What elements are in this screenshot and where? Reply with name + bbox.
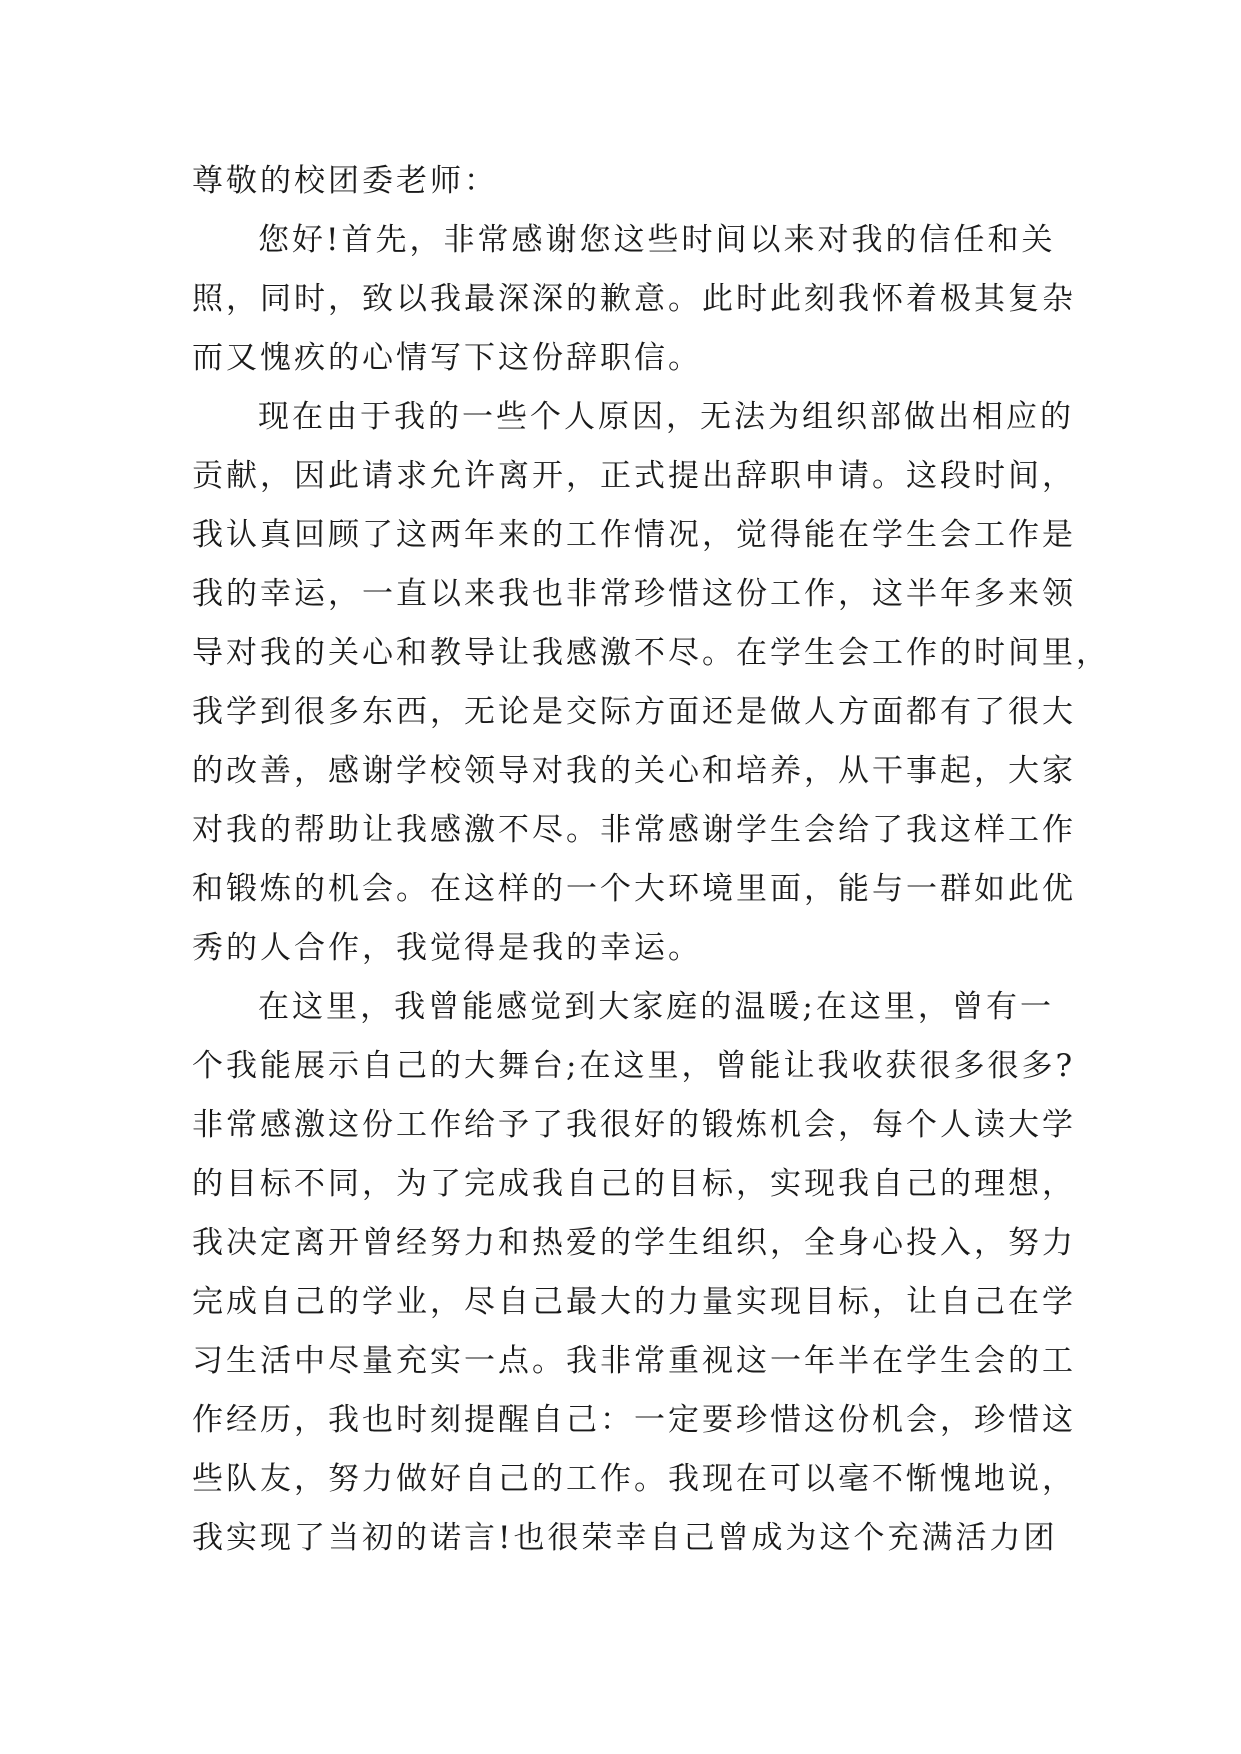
- paragraph-3-line-3: 非常感激这份工作给予了我很好的锻炼机会，每个人读大学: [192, 1107, 1076, 1143]
- paragraph-2-line-5: 导对我的关心和教导让我感激不尽。在学生会工作的时间里，: [192, 635, 1110, 671]
- paragraph-3-line-1: 在这里，我曾能感觉到大家庭的温暖;在这里，曾有一: [258, 989, 1054, 1025]
- paragraph-3-line-9: 些队友，努力做好自己的工作。我现在可以毫不惭愧地说，: [192, 1461, 1076, 1497]
- paragraph-2-line-3: 我认真回顾了这两年来的工作情况，觉得能在学生会工作是: [192, 517, 1076, 553]
- paragraph-2-line-8: 对我的帮助让我感激不尽。非常感谢学生会给了我这样工作: [192, 812, 1076, 848]
- letter-body: [192, 152, 1110, 1568]
- paragraph-1-line-3: 而又愧疚的心情写下这份辞职信。: [192, 340, 702, 376]
- paragraph-2-line-7: 的改善，感谢学校领导对我的关心和培养，从干事起，大家: [192, 753, 1076, 789]
- paragraph-1-line-2: 照，同时，致以我最深深的歉意。此时此刻我怀着极其复杂: [192, 281, 1076, 317]
- paragraph-2-line-2: 贡献，因此请求允许离开，正式提出辞职申请。这段时间，: [192, 458, 1076, 494]
- paragraph-3-line-10: 我实现了当初的诺言!也很荣幸自己曾成为这个充满活力团: [192, 1520, 1058, 1556]
- paragraph-3-line-6: 完成自己的学业，尽自己最大的力量实现目标，让自己在学: [192, 1284, 1076, 1320]
- paragraph-2-line-4: 我的幸运，一直以来我也非常珍惜这份工作，这半年多来领: [192, 576, 1076, 612]
- paragraph-1-line-1: 您好!首先，非常感谢您这些时间以来对我的信任和关: [258, 222, 1056, 258]
- paragraph-2-line-1: 现在由于我的一些个人原因，无法为组织部做出相应的: [258, 399, 1074, 435]
- paragraph-3-line-8: 作经历，我也时刻提醒自己：一定要珍惜这份机会，珍惜这: [192, 1402, 1076, 1438]
- paragraph-3-line-2: 个我能展示自己的大舞台;在这里，曾能让我收获很多很多?: [192, 1048, 1076, 1084]
- paragraph-3-line-4: 的目标不同，为了完成我自己的目标，实现我自己的理想，: [192, 1166, 1076, 1202]
- paragraph-2-line-10: 秀的人合作，我觉得是我的幸运。: [192, 930, 702, 966]
- paragraph-3-line-5: 我决定离开曾经努力和热爱的学生组织，全身心投入，努力: [192, 1225, 1076, 1261]
- paragraph-3-line-7: 习生活中尽量充实一点。我非常重视这一年半在学生会的工: [192, 1343, 1076, 1379]
- salutation: 尊敬的校团委老师：: [192, 163, 498, 199]
- paragraph-2-line-6: 我学到很多东西，无论是交际方面还是做人方面都有了很大: [192, 694, 1076, 730]
- paragraph-2-line-9: 和锻炼的机会。在这样的一个大环境里面，能与一群如此优: [192, 871, 1076, 907]
